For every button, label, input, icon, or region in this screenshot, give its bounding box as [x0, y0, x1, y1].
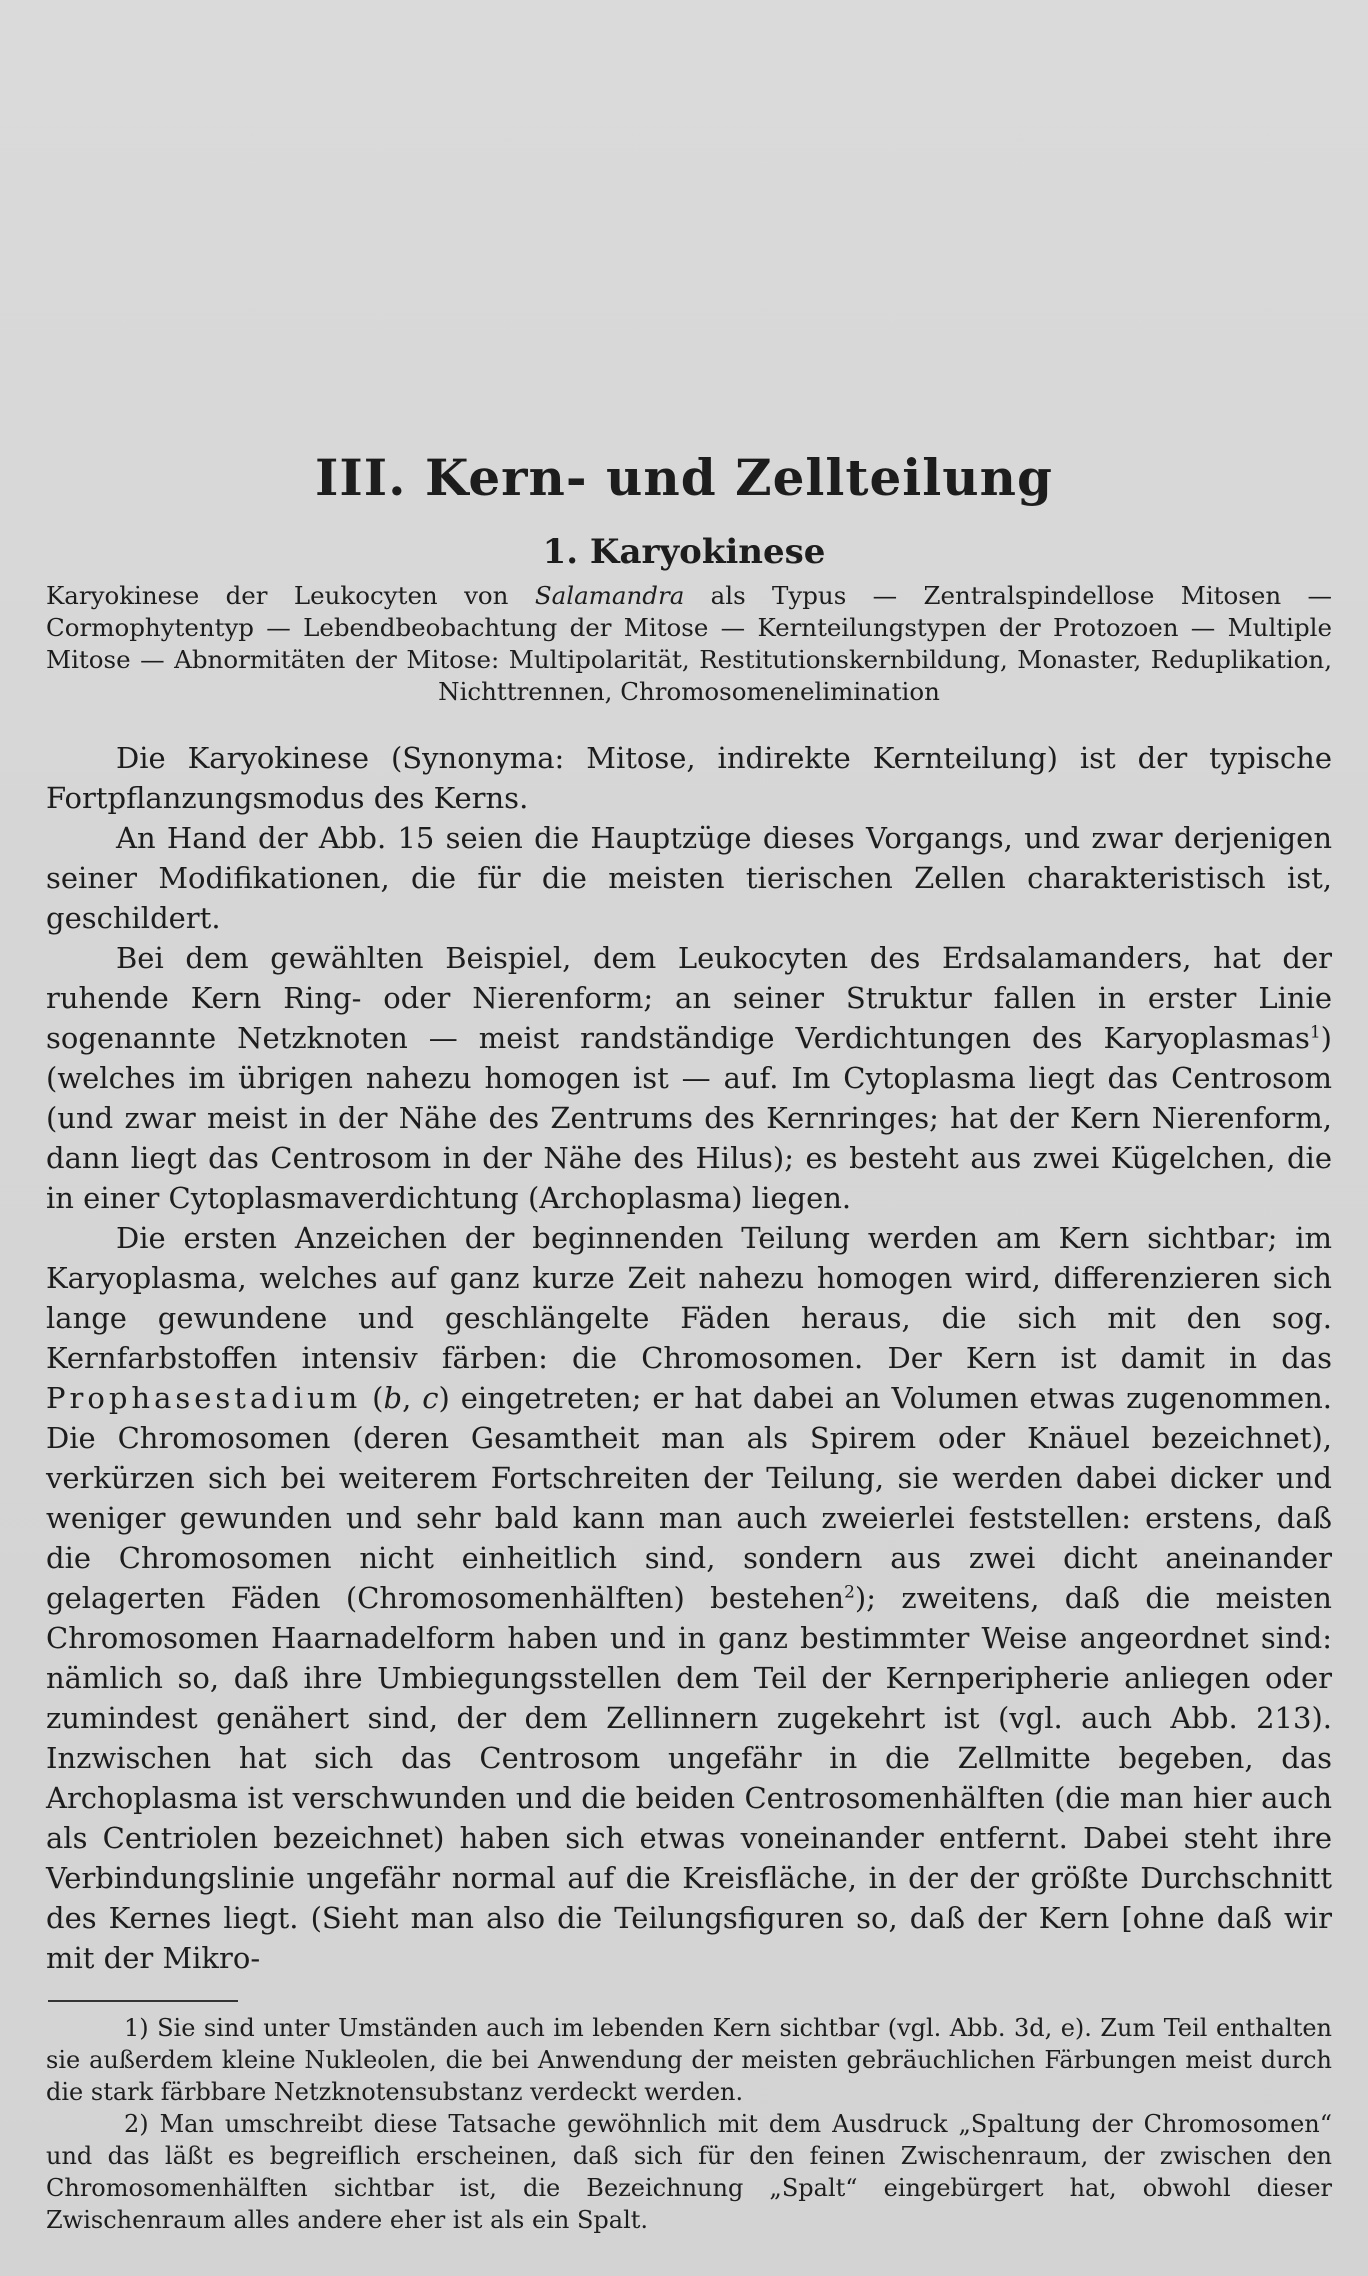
spaced-term-prophase: Prophasestadium — [46, 1381, 362, 1415]
footnotes — [46, 2012, 1332, 2236]
footnote-ref-2: 2 — [844, 1582, 855, 1603]
summary-text-start: Karyokinese der Leukocyten von — [46, 581, 535, 610]
paragraph-3-text-b: ) (welches im übrigen nahezu homogen ist — auf. Im Cytoplasma liegt das Centrosom (und zwar meist in der Nähe des Zentrums des Kernringes; hat der Kern Nierenform, dann liegt das Centrosom in der Nähe des Hilus); es besteht aus zwei Kügelchen, die in einer Cytoplasmaverdichtung (Archoplasma) liegen. — [46, 1021, 1332, 1215]
summary-text-rest: als Typus — Zentralspindellose Mitosen — Cormophytentyp — Lebendbeobachtung der Mitose — Kernteilungstypen der Protozoen — Multiple Mitose — Abnormitäten der Mitose: Multipolarität, Restitutionskernbildung, Monaster, Reduplikation, Nichttrennen, Chromosomenelimination — [46, 581, 1332, 706]
footnote-2: 2) Man umschreibt diese Tatsache gewöhnlich mit dem Ausdruck „Spaltung der Chromosomen“ und das läßt es begreiflich erscheinen, daß sich für den feinen Zwischenraum, der zwischen den Chromosomenhälften sichtbar ist, die Bezeichnung „Spalt“ eingebürgert hat, obwohl dieser Zwischenraum alles andere eher ist als ein Spalt. — [46, 2110, 1332, 2234]
footnote-ref-1: 1 — [1309, 1022, 1321, 1043]
section-title: 1. Karyokinese — [542, 532, 826, 572]
chapter-title: III. Kern- und Zellteilung — [315, 448, 1053, 507]
paragraph-4-text-b: ( — [361, 1381, 384, 1415]
paragraph-4-text-e: ); zweitens, daß die meisten Chromosomen Haarnadelform haben und in ganz bestimmter Weise angeordnet sind: nämlich so, daß ihre Umbiegungsstellen dem Teil der Kernperipherie anliegen oder zumindest genähert sind, der dem Zellinnern zugekehrt ist (vgl. auch Abb. 213). Inzwischen hat sich das Centrosom ungefähr in die Zellmitte begeben, das Archoplasma ist verschwunden und die beiden Centrosomenhälften (die man hier auch als Centriolen bezeichnet) haben sich etwas voneinander entfernt. Dabei steht ihre Verbindungslinie ungefähr normal auf die Kreisfläche, in der der größte Durchschnitt des Kernes liegt. (Sieht man also die Teilungsfiguren so, daß der Kern [ohne daß wir mit der Mikro- — [46, 1581, 1332, 1975]
paragraph-4 — [46, 1218, 1332, 1978]
paragraph-2: An Hand der Abb. 15 seien die Hauptzüge dieses Vorgangs, und zwar derjenigen seiner Modifikationen, die für die meisten tierischen Zellen charakteristisch ist, geschildert. — [46, 821, 1332, 935]
figure-ref-b: b — [383, 1381, 403, 1415]
paragraph-4-text-a: Die ersten Anzeichen der beginnenden Teilung werden am Kern sichtbar; im Karyoplasma, welches auf ganz kurze Zeit nahezu homogen wird, differenzieren sich lange gewundene und geschlängelte Fäden heraus, die sich mit den sog. Kernfarbstoffen intensiv färben: die Chromosomen. Der Kern ist damit in das — [46, 1221, 1332, 1375]
paragraph-4-text-c: , — [402, 1381, 423, 1415]
body-text — [46, 738, 1332, 1978]
footnote-divider — [48, 2000, 238, 2002]
footnote-1: 1) Sie sind unter Umständen auch im lebenden Kern sichtbar (vgl. Abb. 3d, e). Zum Teil enthalten sie außerdem kleine Nukleolen, die bei Anwendung der meisten gebräuchlichen Färbungen meist durch die stark färbbare Netzknotensubstanz verdeckt werden. — [46, 2014, 1332, 2106]
summary-italic-genus: Salamandra — [534, 581, 685, 610]
chapter-summary — [46, 580, 1332, 708]
figure-ref-c: c — [422, 1381, 439, 1415]
paragraph-1: Die Karyokinese (Synonyma: Mitose, indirekte Kernteilung) ist der typische Fortpflanzungsmodus des Kerns. — [46, 741, 1332, 815]
paragraph-3 — [46, 938, 1332, 1218]
paragraph-4-text-d: ) eingetreten; er hat dabei an Volumen etwas zugenommen. Die Chromosomen (deren Gesamtheit man als Spirem oder Knäuel bezeichnet), verkürzen sich bei weiterem Fortschreiten der Teilung, sie werden dabei dicker und weniger gewunden und sehr bald kann man auch zweierlei feststellen: erstens, daß die Chromosomen nicht einheitlich sind, sondern aus zwei dicht aneinander gelagerten Fäden (Chromosomenhälften) bestehen — [46, 1381, 1333, 1615]
paragraph-3-text-a: Bei dem gewählten Beispiel, dem Leukocyten des Erdsalamanders, hat der ruhende Kern Ring- oder Nierenform; an seiner Struktur fallen in erster Linie sogenannte Netzknoten — meist randständige Verdichtungen des Karyoplasmas — [46, 941, 1332, 1055]
